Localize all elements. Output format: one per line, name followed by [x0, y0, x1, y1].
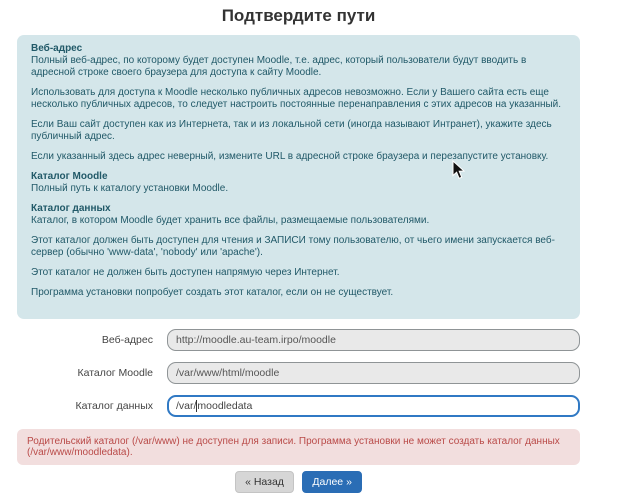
info-paragraph: Полный путь к каталогу установки Moodle.: [31, 183, 229, 194]
info-heading-moodle-dir: Каталог Moodle: [31, 171, 108, 182]
paths-form: [17, 329, 580, 417]
info-paragraph: Полный веб-адрес, по которому будет доступен Moodle, т.е. адрес, который пользователи будут вводить в адресной строке своего браузера для доступа к сайту Moodle.: [31, 55, 527, 78]
navigation-buttons: [17, 471, 580, 493]
paths-info-box: [17, 35, 580, 319]
moodle-dir-input[interactable]: [167, 362, 580, 384]
info-paragraph: Программа установки попробует создать этот каталог, если он не существует.: [31, 287, 394, 298]
error-message-box: [17, 429, 580, 465]
form-row-data-dir: [17, 395, 580, 417]
info-paragraph: Этот каталог должен быть доступен для чтения и ЗАПИСИ тому пользователю, от чьего имени запускается веб-сервер (обычно 'www-data', 'nobody' или 'apache').: [31, 235, 555, 258]
error-message-text: Родительский каталог (/var/www) не доступен для записи. Программа установки не может создать каталог данных (/var/www/moodledata).: [27, 436, 560, 458]
info-paragraph: Если Ваш сайт доступен как из Интернета, так и из локальной сети (иногда называют Интранет), укажите здесь публичный адрес.: [31, 119, 552, 142]
form-row-web-address: [17, 329, 580, 351]
info-paragraph: Использовать для доступа к Moodle несколько публичных адресов невозможно. Если у Вашего сайта есть еще несколько публичных адресов, то следует настроить постоянные перенаправления с этих адресов на указанный.: [31, 87, 562, 110]
moodle-dir-label: Каталог Moodle: [77, 367, 153, 379]
info-paragraph: Этот каталог не должен быть доступен напрямую через Интернет.: [31, 267, 340, 278]
data-dir-input[interactable]: [167, 395, 580, 417]
back-button[interactable]: « Назад: [235, 471, 294, 493]
info-paragraph: Если указанный здесь адрес неверный, измените URL в адресной строке браузера и перезапустите установку.: [31, 151, 549, 162]
info-paragraph: Каталог, в котором Moodle будет хранить все файлы, размещаемые пользователями.: [31, 215, 430, 226]
next-button[interactable]: Далее »: [302, 471, 362, 493]
info-heading-data-dir: Каталог данных: [31, 203, 111, 214]
web-address-label: Веб-адрес: [101, 334, 153, 346]
web-address-input[interactable]: [167, 329, 580, 351]
data-dir-value-before-caret: /var/: [176, 400, 197, 412]
mouse-cursor-icon: [452, 160, 466, 185]
page-title: Подтвердите пути: [221, 6, 376, 25]
data-dir-label: Каталог данных: [75, 400, 153, 412]
info-heading-web-address: Веб-адрес: [31, 43, 83, 54]
form-row-moodle-dir: [17, 362, 580, 384]
page-container: [17, 6, 580, 493]
data-dir-value-after-caret: moodledata: [197, 400, 253, 412]
